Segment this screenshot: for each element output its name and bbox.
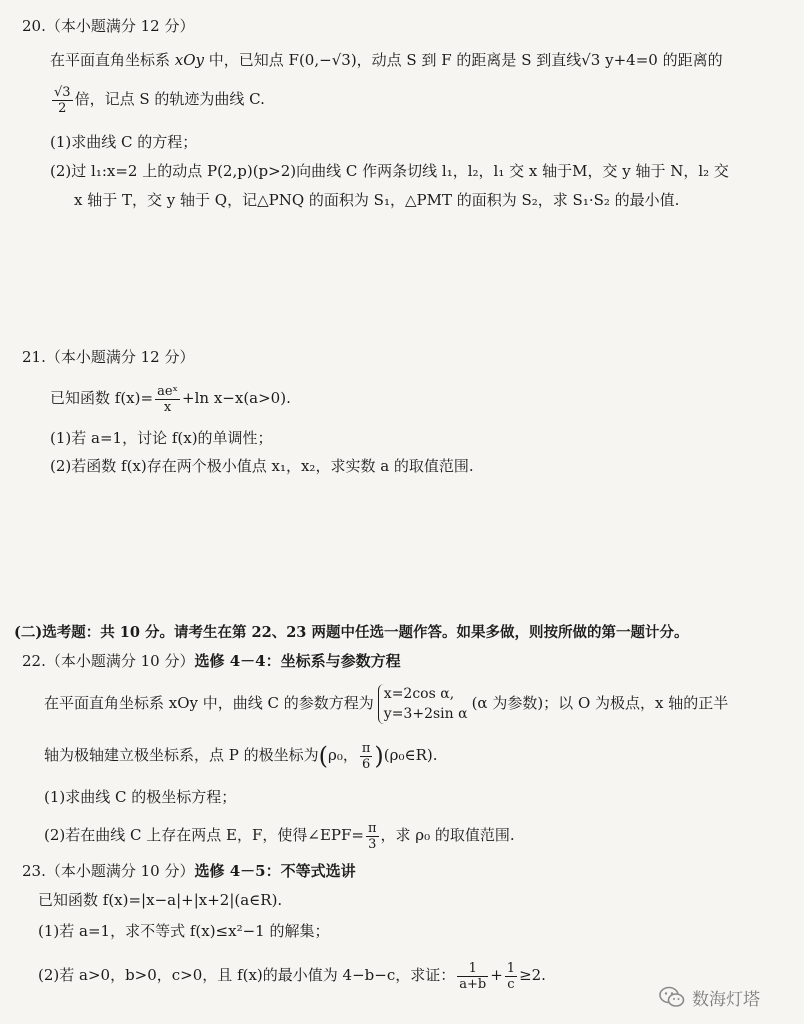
text-segment: 在平面直角坐标系 xOy 中，曲线 C 的参数方程为	[44, 694, 374, 712]
text-segment: y+4=0 的距离的	[600, 51, 723, 69]
text-segment: )，动点 S 到 F 的距离是 S 到直线	[350, 51, 582, 69]
text-segment: 中，已知点 F(0,−	[204, 51, 332, 69]
q22-part2	[44, 818, 515, 852]
q21-heading: 21.（本小题满分 12 分）	[22, 348, 195, 366]
fraction-1-over-a-plus-b	[457, 961, 488, 992]
text-segment: xOy	[174, 51, 205, 69]
text-segment: 选修 4－5：不等式选讲	[194, 862, 356, 880]
equation-line: x=2cos α,	[383, 686, 455, 702]
text-segment: +ln x−x(a>0).	[182, 389, 291, 407]
section2-title: (二)选考题：共 10 分。请考生在第 22、23 两题中任选一题作答。如果多做，则按所做的第一题计分。	[14, 624, 689, 641]
text-segment: +	[490, 966, 503, 984]
text-segment: 轴为极轴建立极坐标系，点 P 的极坐标为	[44, 746, 319, 764]
q23-statement: 已知函数 f(x)=|x−a|+|x+2|(a∈R).	[38, 891, 283, 909]
text-segment: ρ₀，	[328, 746, 358, 764]
fraction-denominator: x	[163, 399, 172, 415]
fraction-pi-over-3	[366, 821, 379, 852]
q21-statement	[50, 381, 291, 415]
q20-statement-line2	[50, 82, 265, 116]
text-segment: 选修 4－4：坐标系与参数方程	[194, 652, 401, 670]
fraction-pi-over-6	[360, 741, 373, 772]
fraction-numerator: π	[367, 820, 377, 836]
q23-heading	[22, 861, 356, 881]
text-segment: (2)若在曲线 C 上存在两点 E，F，使得∠EPF=	[44, 826, 364, 844]
paren-open: (	[318, 742, 329, 770]
fraction-numerator: 1	[457, 961, 488, 977]
q20-statement-line1	[50, 50, 723, 70]
sqrt-symbol: √3	[581, 51, 601, 69]
fraction-numerator: 1	[506, 960, 516, 976]
text-segment: (2)若 a>0，b>0，c>0，且 f(x)的最小值为 4−b−c，求证：	[38, 966, 456, 984]
q23-part1: (1)若 a=1，求不等式 f(x)≤x²−1 的解集；	[38, 922, 330, 940]
text-segment: 22.（本小题满分 10 分）	[22, 652, 195, 670]
sqrt-symbol: √3	[331, 51, 351, 69]
q22-statement-line2	[44, 738, 437, 773]
text-segment: 在平面直角坐标系	[50, 51, 175, 69]
text-segment: (α 为参数)；以 O 为极点，x 轴的正半	[471, 694, 729, 712]
fraction-denominator: 2	[58, 100, 67, 116]
fraction-denominator: 6	[361, 756, 371, 772]
fraction-denominator: c	[507, 976, 515, 992]
q22-heading	[22, 651, 401, 671]
text-segment: 倍，记点 S 的轨迹为曲线 C.	[74, 90, 265, 108]
q20-part2-line2: x 轴于 T，交 y 轴于 Q，记△PNQ 的面积为 S₁，△PMT 的面积为 S₂，求 S₁·S₂ 的最小值.	[74, 191, 680, 209]
fraction-denominator: a+b	[459, 976, 487, 992]
equation-line: y=3+2sin α	[383, 706, 468, 722]
fraction-numerator: √3	[54, 84, 71, 100]
text-segment: ，求 ρ₀ 的取值范围.	[380, 826, 515, 844]
q23-part2	[38, 957, 546, 993]
fraction-numerator: aeˣ	[157, 383, 179, 399]
text-segment: (ρ₀∈R).	[383, 746, 438, 764]
parametric-system	[378, 684, 468, 724]
q20-heading: 20.（本小题满分 12 分）	[22, 17, 195, 35]
q20-part1: (1)求曲线 C 的方程；	[50, 133, 198, 151]
q20-part2-line1: (2)过 l₁:x=2 上的动点 P(2,p)(p>2)向曲线 C 作两条切线 l₁，l₂，l₁ 交 x 轴于M，交 y 轴于 N，l₂ 交	[50, 162, 729, 180]
q21-part2: (2)若函数 f(x)存在两个极小值点 x₁，x₂，求实数 a 的取值范围.	[50, 457, 474, 475]
fraction-sqrt3-over-2	[52, 85, 73, 116]
fraction-numerator: π	[361, 740, 371, 756]
text-segment: 已知函数 f(x)=	[50, 389, 154, 407]
watermark-text: 数海灯塔	[692, 990, 760, 1010]
fraction-1-over-c	[505, 961, 517, 992]
q22-statement-line1	[44, 681, 728, 725]
fraction-denominator: 3	[368, 836, 377, 852]
q22-part1: (1)求曲线 C 的极坐标方程；	[44, 788, 237, 806]
watermark	[658, 981, 788, 1013]
fraction-aex-over-x	[155, 384, 180, 415]
text-segment: 23.（本小题满分 10 分）	[22, 862, 195, 880]
wechat-logo-icon	[658, 983, 686, 1011]
q21-part1: (1)若 a=1，讨论 f(x)的单调性；	[50, 429, 273, 447]
paren-close: )	[374, 742, 384, 770]
text-segment: ≥2.	[519, 966, 546, 984]
